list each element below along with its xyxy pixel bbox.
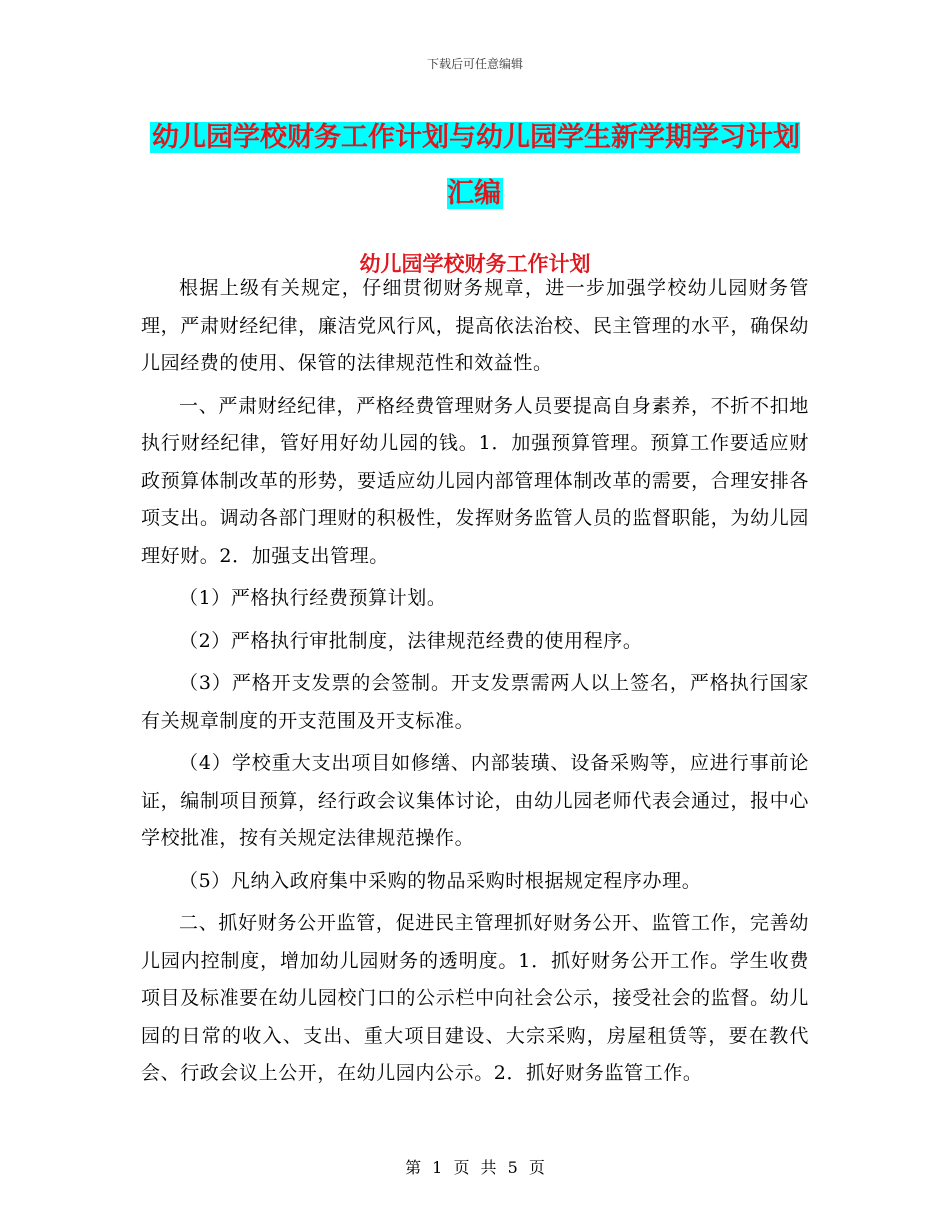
paragraph: （2）严格执行审批制度，法律规范经费的使用程序。 xyxy=(179,629,643,652)
document-body xyxy=(141,270,809,1098)
paragraph: 根据上级有关规定，仔细贯彻财务规章，进一步加强学校幼儿园财务管理，严肃财经纪律，廉洁党风行风，提高依法治校、民主管理的水平，确保幼儿园经费的使用、保管的法律规范性和效益性。 xyxy=(141,277,809,374)
paragraph: 二、抓好财务公开监管，促进民主管理抓好财务公开、监管工作，完善幼儿园内控制度，增加幼儿园财务的透明度。1．抓好财务公开工作。学生收费项目及标准要在幼儿园校门口的公示栏中向社会公示，接受社会的监督。幼儿园的日常的收入、支出、重大项目建设、大宗采购，房屋租赁等，要在教代会、行政会议上公开，在幼儿园内公示。2．抓好财务监管工作。 xyxy=(141,912,809,1084)
paragraph: （5）凡纳入政府集中采购的物品采购时根据规定程序办理。 xyxy=(179,869,702,892)
paragraph: （4）学校重大支出项目如修缮、内部装璜、设备采购等，应进行事前论证，编制项目预算，经行政会议集体讨论，由幼儿园老师代表会通过，报中心学校批准，按有关规定法律规范操作。 xyxy=(141,752,809,849)
section-title: 幼儿园学校财务工作计划 xyxy=(359,252,591,276)
paragraph: （1）严格执行经费预算计划。 xyxy=(179,587,447,609)
header-note: 下载后可任意编辑 xyxy=(426,57,523,71)
paragraph: 一、严肃财经纪律，严格经费管理财务人员要提高自身素养，不折不扣地执行财经纪律，管好用好幼儿园的钱。1．加强预算管理。预算工作要适应财政预算体制改革的形势，要适应幼儿园内部管理体制改革的需要，合理安排各项支出。调动各部门理财的积极性，发挥财务监管人员的监督职能，为幼儿园理好财。2．加强支出管理。 xyxy=(141,394,809,567)
page-number: 第 1 页 共 5 页 xyxy=(405,1158,545,1177)
document-title xyxy=(140,110,810,222)
paragraph: （3）严格开支发票的会签制。开支发票需两人以上签名，严格执行国家有关规章制度的开支范围及开支标准。 xyxy=(141,672,809,732)
document-title-text: 幼儿园学校财务工作计划与幼儿园学生新学期学习计划汇编 xyxy=(152,122,800,209)
